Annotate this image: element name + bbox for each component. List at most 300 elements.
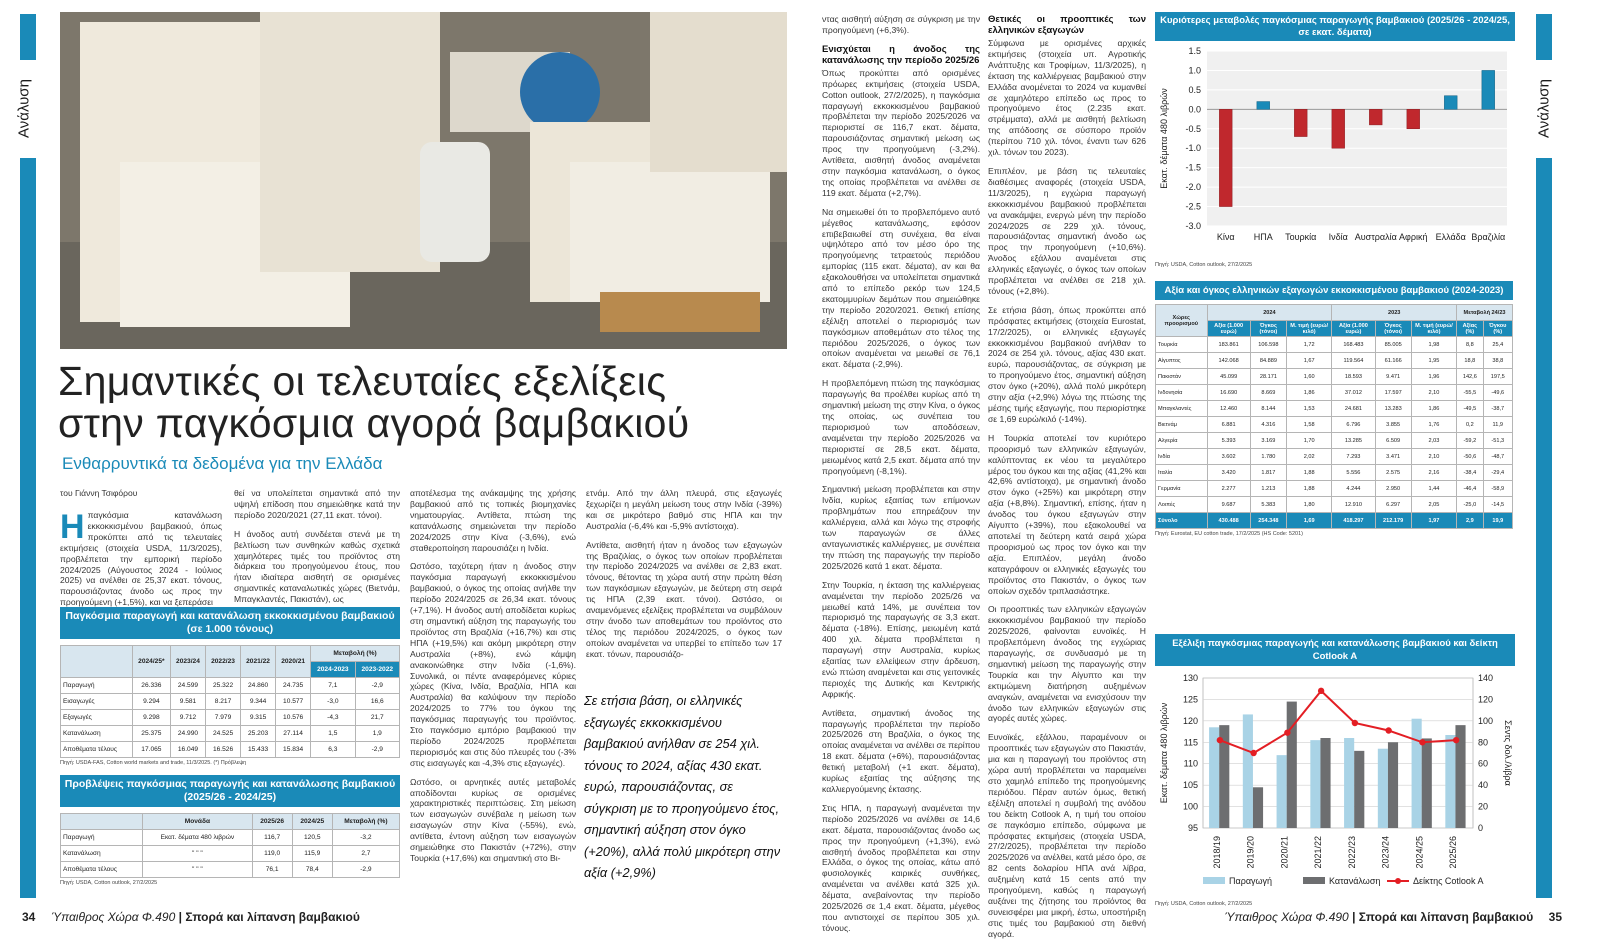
chart2-source: Πηγή: USDA, Cotton outlook, 27/2/2025 (1155, 901, 1253, 907)
table3-cell: 197,5 (1483, 369, 1512, 385)
table3-header-cell: Μ. τιμή (ευρώ/κιλό) (1411, 321, 1456, 337)
chart1-xtick-label: Τουρκία (1285, 232, 1317, 242)
chart1-xtick-label: Ινδία (1328, 232, 1348, 242)
chart2-bar-production (1445, 735, 1455, 828)
chart1-ytick-label: 0.5 (1188, 84, 1201, 95)
table1-row (61, 694, 400, 710)
right-col-b-heading: Θετικές οι προοπτικές των ελληνικών εξαγωγών (988, 14, 1146, 36)
table2-cell: Αποθέματα τέλους (61, 862, 143, 878)
chart2-xtick-label: 2021/22 (1313, 836, 1324, 869)
table1-cell: -3,0 (311, 694, 355, 710)
table2-cell: " " " (143, 862, 252, 878)
chart2-legend-marker-cotlook (1395, 878, 1401, 884)
table3-cell: 7.293 (1332, 449, 1375, 465)
left-col-2-para-1: θεί να υπολείπεται σημαντικά από την υψηλή επίδοση που σημειώθηκε κατά την περίοδο 2020/2021 (27,11 εκατ. τόνοι). (234, 488, 400, 520)
right-col-a-para-7: Στις ΗΠΑ, η παραγωγή αναμένεται την περίοδο 2025/2026 να ανέλθει σε 14,6 εκατ. δέματα, παρουσιάζοντας άνοδο ως προς την προηγούμενη (+1,3%), ενώ αισθητή άνοδος προβλέπεται και στην Ελλάδα, ο όγκος της οποίας, κάτω από φυσιολογικές καιρικές συνθήκες, αναμένεται να ανέλθει κατά 325 χιλ. δέματα, ανεβαίνοντας την περίοδο 2025/2026 σε 1,4 εκατ. δέματα, μέγεθος που αντιστοιχεί σε περίπου 305 χιλ. τόνους. (822, 802, 980, 933)
chart1-xtick-label: Βραζιλία (1471, 232, 1506, 242)
table3-cell: Ινδονησία (1156, 385, 1208, 401)
right-col-a-para-3: Η προβλεπόμενη πτώση της παγκόσμιας παραγωγής θα προέλθει κυρίως από τη σημαντική μείωση της στην Κίνα, ο όγκος της οποίας, ως συνέπεια του περιορισμού των αποδόσεων, αναμένεται την περίοδο 2025/2026 να περιοριστεί σε 28,5 εκατ. δέματα, μειωμένος κατά 2,5 εκατ. δέματα από την προηγούμενη (-8,1%). (822, 378, 980, 476)
chart2-ytick-label: 105 (1182, 780, 1198, 791)
chart1-ytick-label: -1.0 (1185, 143, 1201, 154)
chart1-ytick-label: -2.5 (1185, 201, 1201, 212)
left-col-3-text (410, 488, 576, 893)
table3-cell: 4.244 (1332, 481, 1375, 497)
table2-cell: -2,9 (332, 862, 399, 878)
chart1-title: Κυριότερες μεταβολές παγκόσμιας παραγωγής βαμβακιού (2025/26 - 2024/25, σε εκατ. δέματα) (1155, 12, 1515, 41)
table3-total-cell: 430.488 (1207, 513, 1250, 529)
side-tab-label-left: Ανάλυση (15, 79, 33, 138)
chart-production-changes-box (1155, 12, 1515, 274)
table1-cell: 9.294 (132, 694, 170, 710)
chart2-bar-production (1344, 738, 1354, 828)
chart2-title: Εξέλιξη παγκόσμιας παραγωγής και κατανάλωσης βαμβακιού και δείκτη Cotlook A (1155, 634, 1515, 666)
table1-header-cell: 2021/22 (241, 646, 276, 678)
table1-row (61, 678, 400, 694)
table3-cell: Βιετνάμ (1156, 417, 1208, 433)
table3-header-cell: Όγκου (%) (1483, 321, 1512, 337)
table3-cell: 28.171 (1250, 369, 1286, 385)
chart2-ytick-label: 125 (1182, 694, 1198, 705)
table3-cell: 2,03 (1411, 433, 1456, 449)
table3-cell: 119.564 (1332, 353, 1375, 369)
headline-line-1: Σημαντικές οι τελευταίες εξελίξεις (58, 358, 667, 404)
table3-cell: 168.483 (1332, 337, 1375, 353)
chart2-xtick-label: 2020/21 (1279, 836, 1290, 869)
table3-cell: 11,9 (1483, 417, 1512, 433)
table3-cell: 8.144 (1250, 401, 1286, 417)
table3-cell: 3.855 (1375, 417, 1411, 433)
table2-header-cell: 2024/25 (292, 814, 332, 830)
table1-cell: 1,5 (311, 726, 355, 742)
table3-cell: 2,10 (1411, 385, 1456, 401)
table2-title: Προβλέψεις παγκόσμιας παραγωγής και κατανάλωσης βαμβακιού (2025/26 - 2024/25) (60, 775, 400, 807)
table3-cell: 16.690 (1207, 385, 1250, 401)
chart2-cotlook-point (1318, 688, 1324, 694)
chart2-bar-production (1310, 740, 1320, 828)
table3-cell: 5.383 (1250, 497, 1286, 513)
table3-cell: -49,5 (1457, 401, 1483, 417)
table2-cell: 76,1 (252, 862, 292, 878)
table3-group-header: 2024 (1207, 305, 1332, 321)
table3-cell: 1,53 (1287, 401, 1332, 417)
page-number-left: 34 (22, 910, 36, 924)
table3-header-cell: Όγκος (τόνοι) (1375, 321, 1411, 337)
table3-cell: 1.817 (1250, 465, 1286, 481)
table3-cell: 84.889 (1250, 353, 1286, 369)
table2-cell: Κατανάλωση (61, 846, 143, 862)
table3-cell: 9.471 (1375, 369, 1411, 385)
table3-cell: Πακιστάν (1156, 369, 1208, 385)
right-col-a-text (822, 14, 980, 933)
table3-row (1156, 401, 1513, 417)
chart2-xtick-label: 2019/20 (1245, 836, 1256, 869)
chart2-legend-label: Δείκτης Cotlook A (1413, 876, 1484, 886)
table1-cell: 24.599 (170, 678, 205, 694)
chart1-ytick-label: -0.5 (1185, 123, 1201, 134)
chart2-bar-production (1243, 714, 1253, 828)
table3-header-cell: Αξία (1.000 ευρώ) (1207, 321, 1250, 337)
right-col-a-para-0: ντας αισθητή αύξηση σε σύγκριση με την προηγούμενη (+6,3%). (822, 14, 980, 35)
table3-cell: 24.681 (1332, 401, 1375, 417)
table2-cell: 116,7 (252, 830, 292, 846)
article-headline (58, 360, 778, 444)
chart1-xtick-label: Αυστραλία (1354, 232, 1397, 242)
table3-total-cell: Σύνολο (1156, 513, 1208, 529)
table3-cell: 2,10 (1411, 449, 1456, 465)
table3-cell: 142,6 (1457, 369, 1483, 385)
table3-cell: 2,16 (1411, 465, 1456, 481)
photo-illustration (60, 12, 787, 349)
table3-cell: 1,88 (1287, 481, 1332, 497)
table2-row (61, 862, 400, 878)
headline-line-2: στην παγκόσμια αγορά βαμβακιού (58, 400, 690, 446)
left-col-2-para-2: Η άνοδος αυτή συνδέεται στενά με τη βελτίωση των συνθηκών καθώς σχετικά χαμηλότερες τιμές του προϊόντος στη διάρκεια του προηγούμενου έτους, που ήταν ιδιαίτερα αισθητή σε ορισμένες σημαντικές καταναλωτικές χώρες (Βιετνάμ, Μπαγκλαντές, Πακιστάν), ως (234, 528, 400, 605)
chart2-legend-label: Παραγωγή (1229, 876, 1273, 886)
table3-row (1156, 337, 1513, 353)
table1-source: Πηγή: USDA-FAS, Cotton world markets and trade, 11/3/2025. (*) Πρόβλεψη (60, 760, 247, 766)
chart2-bar-consumption (1354, 751, 1364, 828)
chart2-cotlook-point (1352, 720, 1358, 726)
table3-cell: Τουρκία (1156, 337, 1208, 353)
table3-cell: 17.597 (1375, 385, 1411, 401)
chart1-xtick-label: Κίνα (1216, 232, 1235, 242)
table3-total-cell: 19,9 (1483, 513, 1512, 529)
table3-row (1156, 433, 1513, 449)
table1-cell: 24.735 (276, 678, 311, 694)
table3-cell: 183.861 (1207, 337, 1250, 353)
chart1-bar (1369, 109, 1382, 125)
chart2-cotlook-point (1419, 739, 1425, 745)
table3-cell: 2.950 (1375, 481, 1411, 497)
table3-cell: -29,4 (1483, 465, 1512, 481)
right-col-b-para-1: Σύμφωνα με ορισμένες αρχικές εκτιμήσεις (στοιχεία υπ. Αγροτικής Ανάπτυξης και Τροφίμων, 11/3/2025), η έκταση της καλλιέργειας βαμβακιού στην Ελλάδα ανομένεται το 2024 να κυμανθεί σε χαμηλότερο επίπεδο ως προς το προηγούμενο έτος (2.235 εκατ. στρέμματα), αλλά με αισθητή βελτίωση της απόδοσης σε σύσπορο προϊόν (περίπου 710 χιλ. τόνοι, έναντι των 626 χιλ. τόνων του 2023). (988, 38, 1146, 158)
table1-cell: 25.322 (206, 678, 241, 694)
table3-cell: 13.283 (1375, 401, 1411, 417)
table3-cell: -58,9 (1483, 481, 1512, 497)
right-col-b-para-4: Η Τουρκία αποτελεί τον κυριότερο προορισμό των ελληνικών εξαγωγών, καλύπτοντας εκ νέου τα μεγαλύτερο μέρος του όγκου και της αξίας (41,2% και 42,6% αντίστοιχα), με σημαντική άνοδο στον όγκο (+25%) και μικρότερη στην αξία (+8,8%). Σημαντική, επίσης, ήταν η άνοδος του όγκου εξαγωγών στην Αίγυπτο (+39%), που εξακολουθεί να αποτελεί τη δεύτερη κατά σειρά χώρα προορισμού ως προς τον όγκο και την αξία. Επιπλέον, μεγάλη άνοδο καταγράφουν οι ελληνικές εξαγωγές του προϊόντος στο Πακιστάν, ο όγκος των οποίων σχεδόν τριπλασιάστηκε. (988, 432, 1146, 596)
table1-cell: Αποθέματα τέλους (61, 742, 133, 758)
table-world-production-consumption (60, 607, 400, 766)
table2-cell: 115,9 (292, 846, 332, 862)
table3-cell: 3.420 (1207, 465, 1250, 481)
table3-cell: -48,7 (1483, 449, 1512, 465)
chart2-ylabel: Εκατ. δέματα 480 λιβρών (1159, 702, 1169, 804)
table3-cell: Αλγερία (1156, 433, 1208, 449)
table1-cell: 8.217 (206, 694, 241, 710)
table3-cell: 1,86 (1287, 385, 1332, 401)
footer-left (22, 910, 360, 924)
table3-cell: Ινδία (1156, 449, 1208, 465)
right-col-a-para-6: Αντίθετα, σημαντική άνοδος της παραγωγής προβλέπεται την περίοδο 2025/2026 στη Βραζιλία, ο όγκος της οποίας αναμένεται να ανέλθει σε περίπου 18 εκατ. δέματα (+6%), παρουσιάζοντας θετική μεταβολή (+1 εκατ. δέματα), κυρίως εξαιτίας της αύξησης της καλλιεργούμενης έκτασης. (822, 707, 980, 794)
chart2-y2tick-label: 60 (1478, 758, 1489, 769)
table3-cell: -14,5 (1483, 497, 1512, 513)
chart1-bar (1332, 109, 1345, 148)
table3-cell: 13.285 (1332, 433, 1375, 449)
table2-header-cell: Μονάδα (143, 814, 252, 830)
table3-cell: 1.780 (1250, 449, 1286, 465)
table3-row (1156, 449, 1513, 465)
side-tab-bar-right-bottom (1536, 158, 1552, 898)
table1-cell: 1,9 (355, 726, 399, 742)
chart2-ytick-label: 115 (1183, 737, 1198, 748)
table3-cell: Αίγυπτος (1156, 353, 1208, 369)
table3-cell: Γερμανία (1156, 481, 1208, 497)
chart2-ytick-label: 95 (1187, 823, 1198, 833)
table3-cell: -59,2 (1457, 433, 1483, 449)
article-subhead: Ενθαρρυντικά τα δεδομένα για την Ελλάδα (62, 454, 383, 473)
table1-cell: Παραγωγή (61, 678, 133, 694)
table3-cell: 37.012 (1332, 385, 1375, 401)
chart1-ytick-label: 1.0 (1188, 65, 1201, 76)
chart2-xtick-label: 2023/24 (1380, 836, 1391, 869)
table3-cell: 1,96 (1411, 369, 1456, 385)
table1-cell: -4,3 (311, 710, 355, 726)
table3-cell: 1,58 (1287, 417, 1332, 433)
table2-cell: 120,5 (292, 830, 332, 846)
table3-cell: 3.471 (1375, 449, 1411, 465)
chart2-legend-swatch-production (1203, 877, 1225, 884)
table3-cell: 18.593 (1332, 369, 1375, 385)
chart2-y2tick-label: 80 (1478, 737, 1489, 748)
table3-cell: 1.213 (1250, 481, 1286, 497)
table3-cell: -46,4 (1457, 481, 1483, 497)
table1-row (61, 742, 400, 758)
table3-cell: 1,98 (1411, 337, 1456, 353)
table-greek-exports (1155, 281, 1513, 537)
chart1-bar (1407, 109, 1420, 128)
chart2-bar-consumption (1388, 742, 1398, 828)
left-col-4-para-1: ετνάμ. Από την άλλη πλευρά, στις εξαγωγές ξεχωρίζει η μεγάλη μείωση τους στην Ινδία (-39%) και σε μικρότερο βαθμό στις ΗΠΑ και την Αυστραλία (-6,4% και -5,9% αντίστοιχα). (586, 488, 782, 531)
chart2-y2tick-label: 20 (1478, 801, 1489, 812)
chart1-bar (1482, 70, 1495, 109)
byline: του Γιάννη Τσιφόρου (60, 488, 138, 498)
chart1-source: Πηγή: USDA, Cotton outlook, 27/2/2025 (1155, 262, 1253, 268)
table2-cell: 119,0 (252, 846, 292, 862)
chart2-bar-production (1277, 755, 1287, 828)
table1-cell: 25.203 (241, 726, 276, 742)
table1-grid (60, 645, 400, 758)
table3-row (1156, 353, 1513, 369)
table1-cell: 15.433 (241, 742, 276, 758)
table3-cell: -38,4 (1457, 465, 1483, 481)
table1-cell: 24.990 (170, 726, 205, 742)
drop-cap: Η (60, 508, 85, 546)
chart1-bar (1294, 109, 1307, 136)
table3-cell: 45.099 (1207, 369, 1250, 385)
chart2-y2tick-label: 40 (1478, 780, 1489, 791)
chart2-ytick-label: 130 (1182, 673, 1198, 683)
table3-source: Πηγή: Eurostat, EU cotton trade, 17/2/2025 (HS Code: 5201) (1155, 531, 1303, 537)
table3-total-cell: 1,69 (1287, 513, 1332, 529)
table3-cell: 25,4 (1483, 337, 1512, 353)
chart-production-consumption-cotlook-box (1155, 634, 1515, 907)
chart2-cotlook-point (1217, 737, 1223, 743)
table1-row (61, 726, 400, 742)
chart1-xtick-label: Αφρική (1399, 232, 1428, 242)
table1-cell: 15.834 (276, 742, 311, 758)
right-col-a-heading: Ενισχύεται η άνοδος της κατανάλωσης την περίοδο 2025/26 (822, 43, 980, 66)
table3-cell: 2,02 (1287, 449, 1332, 465)
table3-total-cell: 212.179 (1375, 513, 1411, 529)
table1-subheader-cell: 2024-2023 (311, 662, 355, 678)
table1-cell: 9.712 (170, 710, 205, 726)
table1-cell: 25.375 (132, 726, 170, 742)
table3-row (1156, 465, 1513, 481)
table2-header-cell: 2025/26 (252, 814, 292, 830)
table3-header-cell: Όγκος (τόνοι) (1250, 321, 1286, 337)
chart2-bar-consumption (1253, 787, 1263, 828)
right-col-a-para-2: Να σημειωθεί ότι το προβλεπόμενο αυτό μέγεθος κατανάλωσης, εφόσον επιβεβαιωθεί στη συνέχεια, θα είναι υψηλότερο από τον μέσο όρο της προηγούμενης τετραετούς περιόδου εμπορίας (115 εκατ. δέματα), αν και θα εξακολουθήσει να υπολείπεται σημαντικά από το επίπεδο ρεκόρ των 124,5 εκατομμυρίων δεμάτων που σημειώθηκε την περίοδο 2020/2021. Θετική επίσης εξέλιξη αποτελεί ο περιορισμός των παγκόσμιων αποθεμάτων στο τέλος της περιόδου 2025/2026, ο όγκος των οποίων αναμένεται να μειωθεί σε 76,1 εκατ. δέματα (-2,9%). (822, 206, 980, 370)
table1-subheader-cell: 2023-2022 (355, 662, 399, 678)
table1-header-cell: Μεταβολή (%) (311, 646, 400, 662)
table2-cell: 2,7 (332, 846, 399, 862)
table1-cell: 10.577 (276, 694, 311, 710)
table3-header-cell: Αξία (1.000 ευρώ) (1332, 321, 1375, 337)
table3-cell: 1,44 (1411, 481, 1456, 497)
left-col-4-text (586, 488, 782, 683)
table2-cell: " " " (143, 846, 252, 862)
cotton-bales-photo (60, 12, 787, 349)
chart2-xtick-label: 2022/23 (1346, 836, 1357, 869)
chart1-ytick-label: -1.5 (1185, 162, 1201, 173)
table1-cell: -2,9 (355, 678, 399, 694)
table3-cell: 61.166 (1375, 353, 1411, 369)
table1-header-cell: 2024/25* (132, 646, 170, 678)
table1-cell: Εξαγωγές (61, 710, 133, 726)
table1-header-cell: 2020/21 (276, 646, 311, 678)
table1-cell: 9.344 (241, 694, 276, 710)
right-col-b-text (988, 14, 1146, 939)
chart2-legend-label: Κατανάλωση (1329, 876, 1381, 886)
table1-cell: 26.336 (132, 678, 170, 694)
chart2-bar-production (1378, 749, 1388, 828)
chart2-ytick-label: 110 (1183, 758, 1198, 769)
table3-cell: 1,95 (1411, 353, 1456, 369)
table1-cell: 9.298 (132, 710, 170, 726)
table3-grid (1155, 304, 1513, 529)
chart2-bar-consumption (1422, 738, 1432, 828)
chart2-y2tick-label: 100 (1478, 715, 1494, 726)
table3-group-header: 2023 (1332, 305, 1457, 321)
side-tab-bar-right-top (1536, 14, 1552, 60)
chart2-xtick-label: 2025/26 (1448, 836, 1459, 869)
chart1-ytick-label: 1.5 (1188, 46, 1201, 56)
table3-row (1156, 385, 1513, 401)
table3-cell: 1,76 (1411, 417, 1456, 433)
table2-cell: Εκατ. δέματα 480 λιβρών (143, 830, 252, 846)
table1-title: Παγκόσμια παραγωγή και κατανάλωση εκκοκκισμένου βαμβακιού (σε 1.000 τόνους) (60, 607, 400, 639)
left-col-2-text (234, 488, 400, 605)
table3-cell: -51,3 (1483, 433, 1512, 449)
table1-row (61, 710, 400, 726)
table3-cell: 18,8 (1457, 353, 1483, 369)
table3-cell: -50,6 (1457, 449, 1483, 465)
chart2-y2label: Σεντς δολ./λίβρα (1503, 720, 1513, 786)
table3-cell: 12.460 (1207, 401, 1250, 417)
table3-cell: 4.316 (1250, 417, 1286, 433)
table1-cell: 24.860 (241, 678, 276, 694)
right-col-a-para-4: Σημαντική μείωση προβλέπεται και στην Ινδία, κυρίως εξαιτίας των επίμονων προβλημάτων που επηρεάζουν την καλλιέργεια, αλλά και λόγω της στροφής των παραγωγών σε άλλες ανταγωνιστικές καλλιέργειες, με συνέπεια την πτώση της παραγωγής την περίοδο 2025/2026 κατά 1 εκατ. δέματα. (822, 484, 980, 571)
right-col-a-para-5: Στην Τουρκία, η έκταση της καλλιέργειας αναμένεται την περίοδο 2025/26 να μειωθεί κατά 14%, με συνέπεια τον περιορισμό της παραγωγής σε 3,3 εκατ. δέματα (-18%). Επίσης, μειωμένη κατά 400 χιλ. δέματα προβλέπεται η παραγωγή στην Αυστραλία, κυρίως εξαιτίας των ελλείψεων στην άρδευση, ενώ πτώση αναμένεται και στις γειτονικές περιοχές της Δυτικής και Κεντρικής Αφρικής. (822, 579, 980, 699)
table1-header-cell: 2023/24 (170, 646, 205, 678)
page-number-right: 35 (1548, 910, 1562, 924)
table2-header-cell (61, 814, 143, 830)
chart1-plot-area (1207, 51, 1507, 226)
table3-row (1156, 417, 1513, 433)
table3-cell: 2,05 (1411, 497, 1456, 513)
chart1-bar (1257, 102, 1270, 110)
table1-cell: -2,9 (355, 742, 399, 758)
table3-cell: 1,67 (1287, 353, 1332, 369)
table3-cell: 2.575 (1375, 465, 1411, 481)
table1-cell: 9.315 (241, 710, 276, 726)
chart2-xtick-label: 2024/25 (1414, 836, 1425, 869)
table2-source: Πηγή: USDA, Cotton outlook, 27/2/2025 (60, 880, 158, 886)
table3-cell: 0,2 (1457, 417, 1483, 433)
table3-total-cell: 418.297 (1332, 513, 1375, 529)
chart1-ytick-label: 0.0 (1188, 104, 1201, 115)
chart2-bar-consumption (1320, 738, 1330, 828)
side-tab-bar-left-top (20, 14, 36, 60)
chart1-xtick-label: ΗΠΑ (1253, 232, 1273, 242)
table3-total-cell: 1,97 (1411, 513, 1456, 529)
table1-cell: 7,1 (311, 678, 355, 694)
chart2-cotlook-point (1250, 750, 1256, 756)
chart2-bar-consumption (1287, 702, 1297, 828)
table3-cell: 38,8 (1483, 353, 1512, 369)
table3-cell: 142.068 (1207, 353, 1250, 369)
left-col-3-para-3: Ωστόσο, οι αρνητικές αυτές μεταβολές αποδίδονται κυρίως σε ορισμένες χαρακτηριστικές περιπτώσεις. Στη μείωση των εισαγωγών συνέβαλε η μείωση των εισαγωγών στην Κίνα (-55%), ενώ, αντίθετα, έντονη αύξηση των εισαγωγών σημειώθηκε στο Πακιστάν (+72%), στην Τουρκία (+17,6%) και σημαντική στο Βι- (410, 776, 576, 863)
table1-cell: 27.114 (276, 726, 311, 742)
table3-cell: 6.881 (1207, 417, 1250, 433)
right-col-b-para-6: Ευνοϊκές, εξάλλου, παραμένουν οι προοπτικές των εξαγωγών στο Πακιστάν, μια και η παραγωγή του προϊόντος στη χώρα αυτή προβλέπεται να παραμείνει στο χαμηλό επίπεδο της προηγούμενης περιόδου. Πέραν αυτών όμως, θετική εξέλιξη αποτελεί η συμβολή της ανόδου του δείκτη Cotlook A, η τιμή του οποίου σε παγκόσμιο επίπεδο, σύμφωνα με πρόσφατες εκτιμήσεις (στοιχεία USDA, 27/2/2025), προβλέπεται την περίοδο 2025/2026 να ανέλθει, κατά μέσο όρο, σε 82 cents δολαρίου ΗΠΑ ανά λίβρα, αυξημένη κατά 15 cents από την προηγούμενη, καθώς η παραγωγή αυξάνει της ζήτησης του προϊόντος θα συνεισφέρει μια μικρή, έστω, υποστήριξη στις τιμές του βαμβακιού στη διεθνή αγορά. (988, 732, 1146, 939)
table2-cell: -3,2 (332, 830, 399, 846)
chart2-y2tick-label: 120 (1478, 694, 1494, 705)
table3-cell: 1,72 (1287, 337, 1332, 353)
table1-cell: 7.979 (206, 710, 241, 726)
table3-cell: 6.509 (1375, 433, 1411, 449)
table3-cell: Λοιπές (1156, 497, 1208, 513)
table1-cell: 24.525 (206, 726, 241, 742)
table3-row (1156, 481, 1513, 497)
left-col-4-para-2: Αντίθετα, αισθητή ήταν η άνοδος των εξαγωγών της Βραζιλίας, ο όγκος των οποίων προβλέπεται την περίοδο 2024/2025 να ανέλθει σε 2,83 εκατ. τόνους, θέτοντας τη χώρα αυτή στην πρώτη θέση των παγκόσμιων εξαγωγών, με δεύτερη στη σειρά τις ΗΠΑ (2,39 εκατ. τόνοι). Ωστόσο, οι αναμενόμενες εξελίξεις προβλέπεται να συμβάλουν στην άνοδο των αποθεμάτων του προϊόντος στο τέλος της περιόδου 2024/2025, ο όγκος των οποίων αναμένεται να υπερβεί το επίπεδο των 17 εκατ. τόνων, παρουσιάζο- (586, 539, 782, 659)
left-col-1-para: παγκόσμια κατανάλωση εκκοκκισμένου βαμβακιού, όπως προκύπτει από τις τελευταίες εκτιμήσεις (στοιχεία USDA, 11/3/2025), προβλέπεται την εμπορική περίοδο 2024/2025 (Αύγουστος 2024 - Ιούλιος 2025) να ανέλθει σε 25,37 εκατ. τόνους, παρουσιάζοντας άνοδο ως προς την προηγούμενη (+1,5%), και να ξεπεράσει (60, 510, 222, 608)
chart1-svg (1155, 41, 1515, 255)
table3-cell: 106.598 (1250, 337, 1286, 353)
right-col-a-para-1: Όπως προκύπτει από ορισμένες πρόωρες εκτιμήσεις (στοιχεία USDA, Cotton outlook, 27/2/2025), η παγκόσμια παραγωγή εκκοκκισμένου βαμβακιού προβλέπεται την περίοδο 2025/2026 να περιοριστεί σε 116,7 εκατ. δέματα, παρουσιάζοντας σημαντική μείωση ως προς την προηγούμενη (-3,2%). Αντίθετα, αισθητή άνοδος αναμένεται στην παγκόσμια κατανάλωση, ο όγκος της οποίας προβλέπεται να ανέλθει σε 119 εκατ. δέματα (+2,7%). (822, 67, 980, 198)
table1-cell: Κατανάλωση (61, 726, 133, 742)
table3-row (1156, 369, 1513, 385)
table3-cell: 3.169 (1250, 433, 1286, 449)
chart1-ytick-label: -3.0 (1185, 221, 1201, 231)
chart2-cotlook-point (1385, 727, 1391, 733)
table1-cell: Εισαγωγές (61, 694, 133, 710)
right-col-b-para-5: Οι προοπτικές των ελληνικών εξαγωγών εκκοκκισμένου βαμβακιού την περίοδο 2025/2026, φαίνονται ευνοϊκές. Η προβλεπόμενη άνοδος της εγχώριας παραγωγής, σε συνδυασμό με τη σημαντική μείωση της παραγωγής στην Τουρκία και την Αίγυπτο και την εκτιμώμενη διατήρηση αυξημένων αναγκών, αναμένεται να ενισχύσουν την άνοδο των ελληνικών εξαγωγών στις αγορές αυτές χώρες. (988, 604, 1146, 724)
table3-cell: Μπαγκλαντές (1156, 401, 1208, 417)
table3-cell: -38,7 (1483, 401, 1512, 417)
chart2-xtick-label: 2018/19 (1211, 836, 1222, 869)
table3-cell: 12.910 (1332, 497, 1375, 513)
table2-grid (60, 813, 400, 878)
table1-cell: 21,7 (355, 710, 399, 726)
table1-cell: 16.526 (206, 742, 241, 758)
chart2-cotlook-point (1284, 729, 1290, 735)
table1-cell: 6,3 (311, 742, 355, 758)
left-col-3-para-1: αποτέλεσμα της ανάκαμψης της χρήσης βαμβακιού από τις τοπικές βιομηχανίες νηματουργίας. Αντίθετα, πτώση της κατανάλωσης σημειώνεται την περίοδο 2024/2025 στην Κίνα (-3,6%), ενώ σταθεροποίηση παρουσιάζει η Ινδία. (410, 488, 576, 553)
table3-cell: -25,0 (1457, 497, 1483, 513)
table3-cell: 3.602 (1207, 449, 1250, 465)
table1-cell: 16.049 (170, 742, 205, 758)
